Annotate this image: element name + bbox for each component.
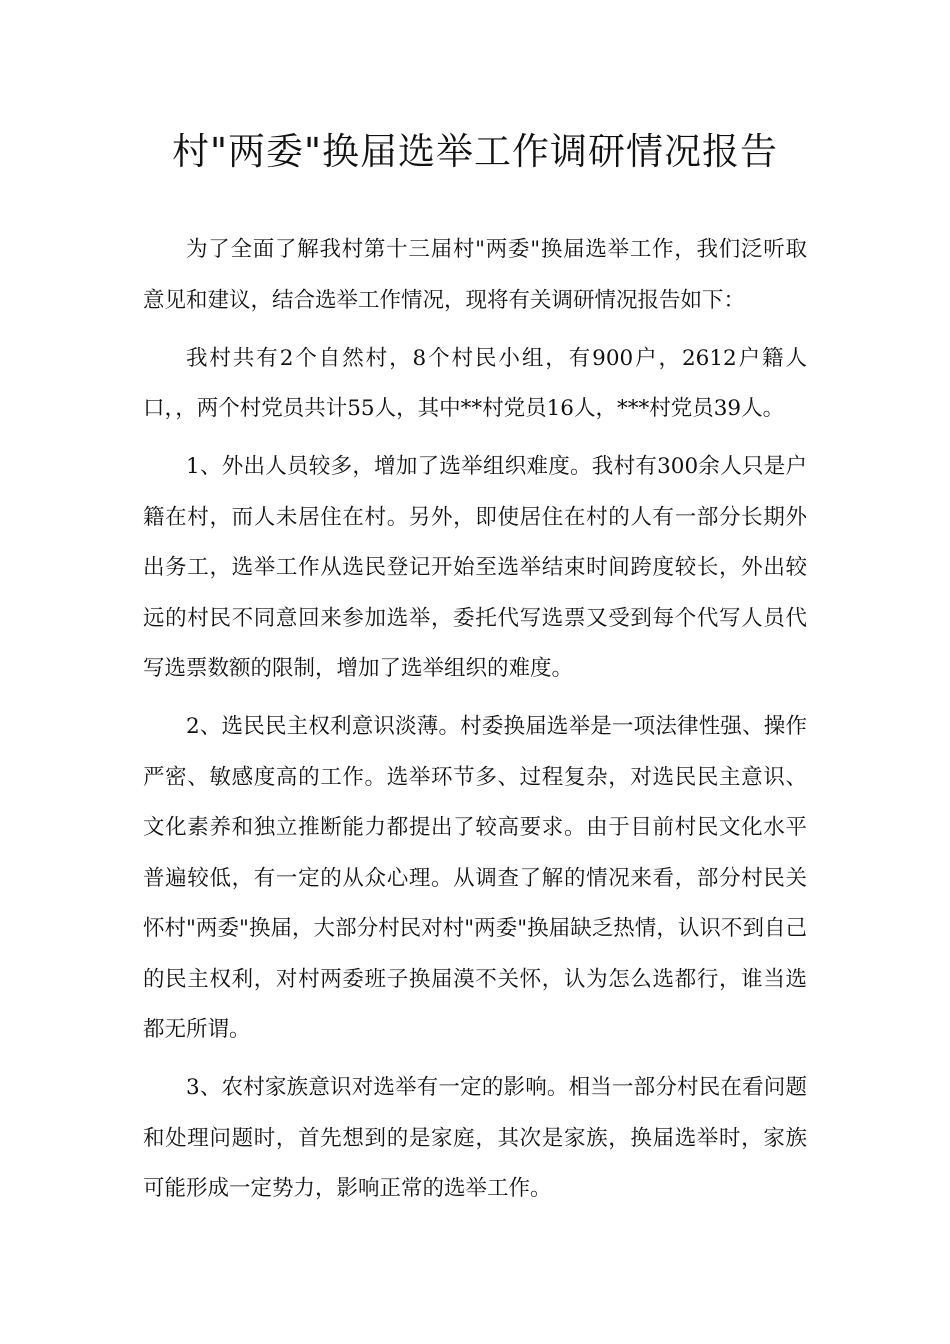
paragraph-issue-3: 3、农村家族意识对选举有一定的影响。相当一部分村民在看问题和处理问题时，首先想到的是家庭，其次是家族，换届选举时，家族可能形成一定势力，影响正常的选举工作。 (143, 1075, 807, 1201)
paragraph-village-overview: 我村共有2个自然村，8个村民小组，有900户，2612户籍人口，，两个村党员共计55人，其中**村党员16人，***村党员39人。 (143, 345, 807, 421)
document-title: 村"两委"换届选举工作调研情况报告 (171, 130, 779, 173)
document-body (143, 225, 807, 1222)
paragraph-issue-2: 2、选民民主权利意识淡薄。村委换届选举是一项法律性强、操作严密、敏感度高的工作。选举环节多、过程复杂，对选民民主意识、文化素养和独立推断能力都提出了较高要求。由于目前村民文化水平普遍较低，有一定的从众心理。从调查了解的情况来看，部分村民关怀村"两委"换届，大部分村民对村"两委"换届缺乏热情，认识不到自己的民主权利，对村两委班子换届漠不关怀，认为怎么选都行，谁当选都无所谓。 (143, 714, 807, 1042)
paragraph-intro: 为了全面了解我村第十三届村"两委"换届选举工作，我们泛听取意见和建议，结合选举工作情况，现将有关调研情况报告如下： (143, 237, 807, 313)
paragraph-issue-1: 1、外出人员较多，增加了选举组织难度。我村有300余人只是户籍在村，而人未居住在村。另外，即使居住在村的人有一部分长期外出务工，选举工作从选民登记开始至选举结束时间跨度较长，外出较远的村民不同意回来参加选举，委托代写选票又受到每个代写人员代写选票数额的限制，增加了选举组织的难度。 (143, 454, 807, 681)
